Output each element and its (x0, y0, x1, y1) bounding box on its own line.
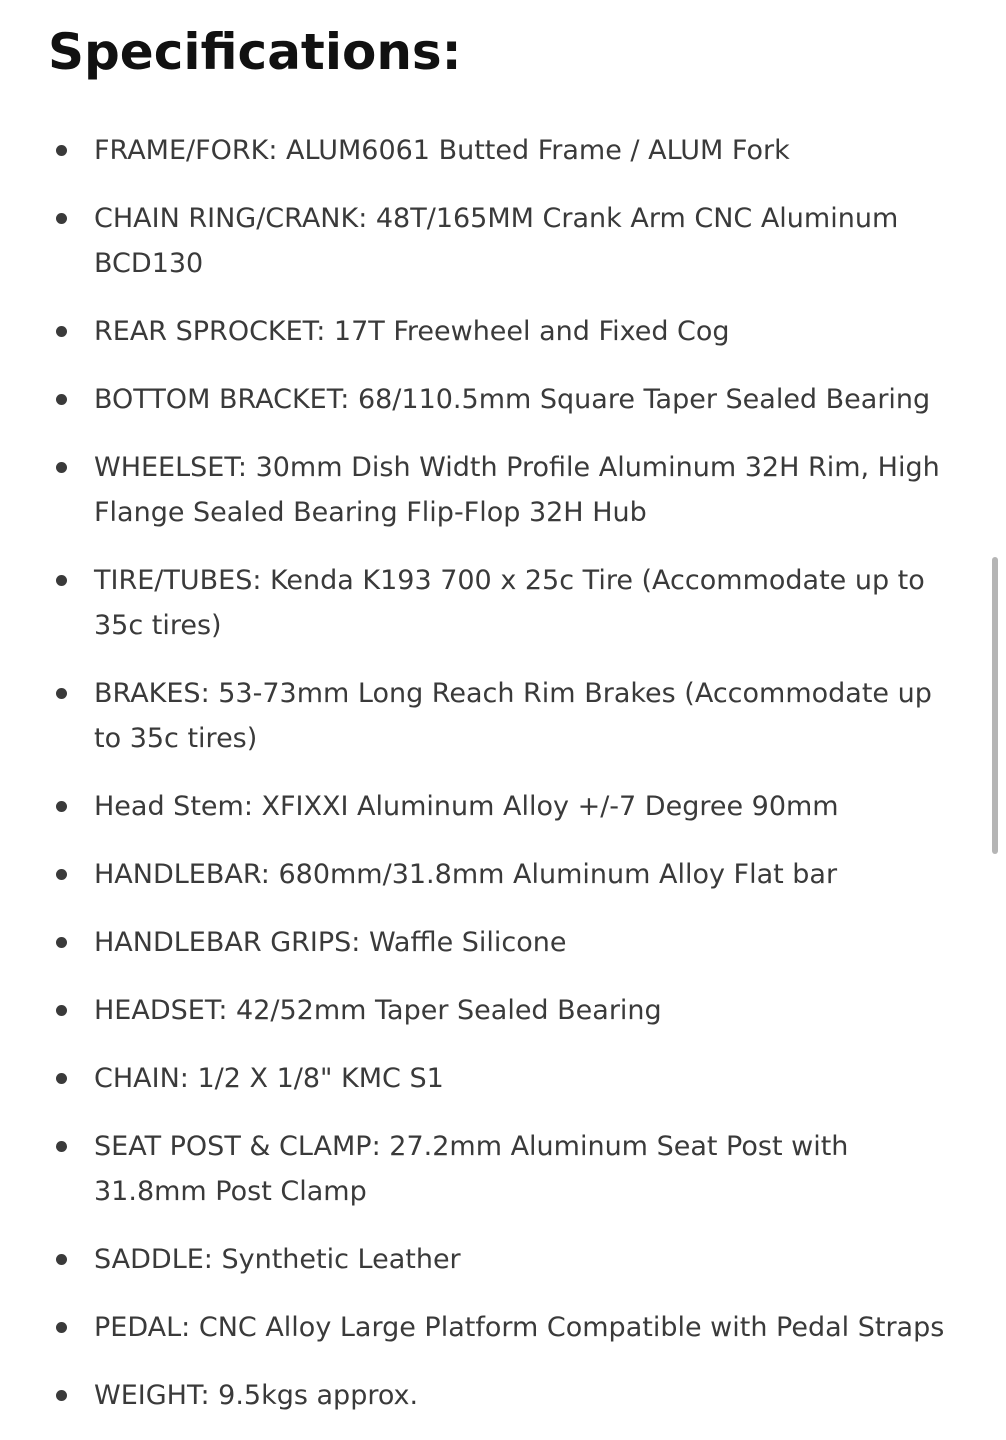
spec-item-handlebar (0, 852, 960, 897)
spec-item-handlebar-grips (0, 920, 960, 965)
spec-item-chain (0, 1056, 960, 1101)
spec-text: TIRE/TUBES: Kenda K193 700 x 25c Tire (Accommodate up to 35c tires) (94, 565, 925, 641)
bullet-icon (56, 462, 67, 473)
spec-item-weight (0, 1373, 960, 1418)
spec-item-wheelset (0, 445, 960, 535)
specifications-list (0, 128, 960, 1440)
spec-item-head-stem (0, 784, 960, 829)
spec-text: HANDLEBAR GRIPS: Waffle Silicone (94, 927, 567, 958)
spec-text: Head Stem: XFIXXI Aluminum Alloy +/-7 Degree 90mm (94, 791, 839, 822)
vertical-scrollbar[interactable] (992, 557, 998, 854)
spec-item-saddle (0, 1237, 960, 1282)
spec-text: SEAT POST & CLAMP: 27.2mm Aluminum Seat Post with 31.8mm Post Clamp (94, 1131, 849, 1207)
spec-text: BOTTOM BRACKET: 68/110.5mm Square Taper Sealed Bearing (94, 384, 931, 415)
spec-item-pedal (0, 1305, 960, 1350)
bullet-icon (56, 937, 67, 948)
spec-item-headset (0, 988, 960, 1033)
bullet-icon (56, 869, 67, 880)
page-title: Specifications: (48, 23, 462, 81)
spec-item-chain-ring-crank (0, 196, 960, 286)
bullet-icon (56, 1390, 67, 1401)
spec-item-frame-fork (0, 128, 960, 173)
bullet-icon (56, 801, 67, 812)
spec-text: CHAIN RING/CRANK: 48T/165MM Crank Arm CNC Aluminum BCD130 (94, 203, 899, 279)
bullet-icon (56, 1141, 67, 1152)
spec-text: SADDLE: Synthetic Leather (94, 1244, 461, 1275)
spec-text: WEIGHT: 9.5kgs approx. (94, 1380, 419, 1411)
bullet-icon (56, 1005, 67, 1016)
spec-item-seat-post-clamp (0, 1124, 960, 1214)
bullet-icon (56, 1322, 67, 1333)
bullet-icon (56, 1254, 67, 1265)
spec-text: HANDLEBAR: 680mm/31.8mm Aluminum Alloy Flat bar (94, 859, 838, 890)
spec-item-bottom-bracket (0, 377, 960, 422)
bullet-icon (56, 1073, 67, 1084)
bullet-icon (56, 145, 67, 156)
spec-text: PEDAL: CNC Alloy Large Platform Compatible with Pedal Straps (94, 1312, 945, 1343)
bullet-icon (56, 213, 67, 224)
spec-item-tire-tubes (0, 558, 960, 648)
bullet-icon (56, 575, 67, 586)
spec-text: FRAME/FORK: ALUM6061 Butted Frame / ALUM Fork (94, 135, 790, 166)
spec-text: BRAKES: 53-73mm Long Reach Rim Brakes (Accommodate up to 35c tires) (94, 678, 932, 754)
spec-text: CHAIN: 1/2 X 1/8" KMC S1 (94, 1063, 444, 1094)
bullet-icon (56, 326, 67, 337)
spec-text: WHEELSET: 30mm Dish Width Profile Aluminum 32H Rim, High Flange Sealed Bearing Flip-Flop 32H Hub (94, 452, 940, 528)
spec-text: HEADSET: 42/52mm Taper Sealed Bearing (94, 995, 662, 1026)
bullet-icon (56, 394, 67, 405)
bullet-icon (56, 688, 67, 699)
spec-item-brakes (0, 671, 960, 761)
spec-text: REAR SPROCKET: 17T Freewheel and Fixed Cog (94, 316, 730, 347)
spec-item-rear-sprocket (0, 309, 960, 354)
